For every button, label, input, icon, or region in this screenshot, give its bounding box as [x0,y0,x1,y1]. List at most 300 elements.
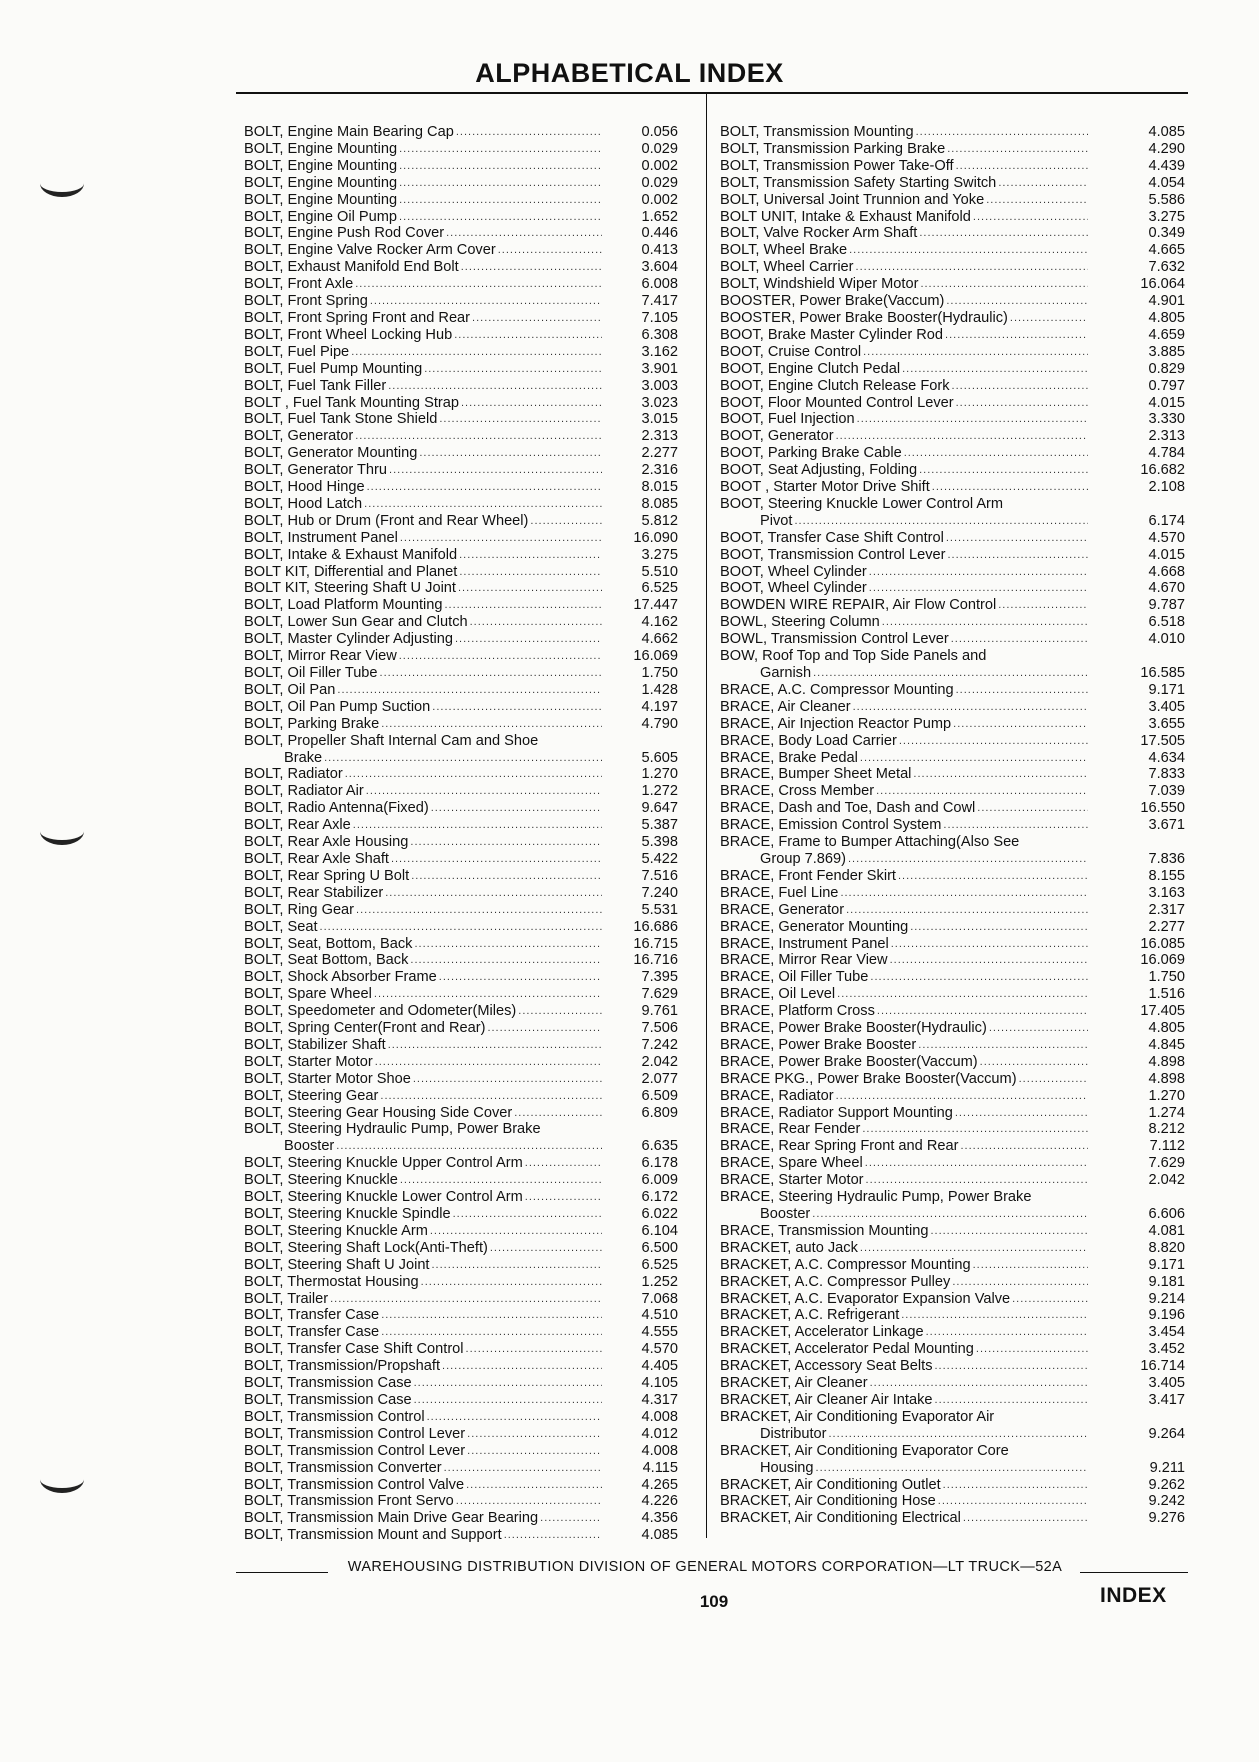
entry-text: BRACE, Power Brake Booster(Vaccum) [720,1053,978,1070]
entry-number: 4.317 [641,1391,678,1408]
entry-label [720,936,1088,953]
entry-label [720,428,1088,445]
dot-leader [439,411,602,428]
entry-text: BOLT, Seat, Bottom, Back [244,935,413,952]
index-entry [244,378,678,395]
entry-text: BRACKET, Air Conditioning Electrical [720,1510,961,1527]
entry-text: BOLT, Front Wheel Locking Hub [244,326,453,343]
entry-number: 3.162 [641,343,678,360]
entry-label [720,1358,1088,1375]
entry-label [720,259,1088,276]
entry-text: BRACE, Power Brake Booster [720,1036,917,1053]
dot-leader [399,158,602,175]
entry-text: BOLT, Transmission Control Valve [244,1476,465,1493]
index-entry [720,1138,1185,1155]
entry-label [244,834,602,851]
entry-label [244,361,602,378]
entry-label [720,750,1088,767]
entry-text: BOLT, Radio Antenna(Fixed) [244,800,429,817]
entry-number: 4.162 [641,614,678,631]
entry-number: 3.003 [641,377,678,394]
dot-leader [467,1426,602,1443]
entry-number: 8.085 [641,495,678,512]
entry-label [720,1426,1088,1443]
index-entry [720,411,1185,428]
entry-number: 2.277 [1148,918,1185,935]
entry-number: 0.029 [641,174,678,191]
entry-label [244,1460,602,1477]
index-entry [244,1409,678,1426]
entry-number: 7.395 [641,969,678,986]
entry-text: BOLT, Trailer [244,1290,329,1307]
dot-leader [980,1054,1088,1071]
entry-number: 16.686 [633,918,678,935]
index-entry [720,885,1185,902]
dot-leader [943,817,1088,834]
entry-number: 0.829 [1148,360,1185,377]
entry-label [720,682,1088,699]
index-entry [720,986,1185,1003]
entry-number: 2.316 [641,462,678,479]
entry-text: BRACE, Steering Hydraulic Pump, Power Brake [720,1189,1032,1206]
dot-leader [856,259,1088,276]
dot-leader [458,580,602,597]
entry-label [244,175,602,192]
dot-leader [813,665,1088,682]
index-entry [720,175,1185,192]
entry-label [720,1054,1088,1071]
entry-label [244,141,602,158]
dot-leader [935,1358,1089,1375]
dot-leader [431,800,602,817]
index-entry [244,1105,678,1122]
dot-leader [812,1206,1088,1223]
entry-text: BOLT, Thermostat Housing [244,1273,419,1290]
entry-text: BOOT, Transfer Case Shift Control [720,529,944,546]
index-entry [720,395,1185,412]
dot-leader [947,547,1088,564]
entry-label [244,1138,602,1155]
dot-leader [904,445,1088,462]
entry-number: 1.428 [641,681,678,698]
dot-leader [952,378,1088,395]
entry-text: BRACKET, Air Conditioning Evaporator Air [720,1408,995,1425]
dot-leader [518,1003,602,1020]
entry-text: BRACKET, A.C. Refrigerant [720,1307,900,1324]
dot-leader [836,1088,1088,1105]
entry-number: 1.272 [641,783,678,800]
dot-leader [400,1172,602,1189]
index-entry [244,800,678,817]
dot-leader [963,1510,1088,1527]
dot-leader [860,1240,1088,1257]
entry-text: BOLT, Fuel Pipe [244,343,350,360]
entry-label [244,513,602,530]
entry-number: 5.387 [641,817,678,834]
entry-label [244,733,602,750]
entry-text: BOLT, Transmission Case [244,1391,412,1408]
entry-label [720,580,1088,597]
entry-label [720,192,1088,209]
index-entry [244,1510,678,1527]
entry-text: BRACE, A.C. Compressor Mounting [720,681,954,698]
entry-text: BOOT, Steering Knuckle Lower Control Arm [720,495,1004,512]
entry-number: 4.901 [1148,293,1185,310]
entry-label [720,1189,1088,1206]
entry-number: 4.054 [1148,174,1185,191]
entry-label [720,648,1088,665]
index-entry [720,158,1185,175]
entry-text: BOOT, Wheel Cylinder [720,580,867,597]
entry-number: 9.276 [1148,1510,1185,1527]
index-entry [244,496,678,513]
entry-label [244,1189,602,1206]
entry-text: BRACE, Mirror Rear View [720,952,888,969]
entry-label [244,851,602,868]
index-entry [244,1054,678,1071]
index-entry [720,1477,1185,1494]
binder-hole-mark [40,818,84,845]
entry-label [244,817,602,834]
entry-text: BOLT, Engine Mounting [244,191,398,208]
entry-text: BOLT, Engine Mounting [244,157,398,174]
entry-number: 3.417 [1148,1391,1185,1408]
index-entry [244,614,678,631]
dot-leader [916,124,1088,141]
entry-text: BOOSTER, Power Brake(Vaccum) [720,293,945,310]
index-entry [720,699,1185,716]
entry-text: BRACE, Spare Wheel [720,1155,863,1172]
entry-number: 4.197 [641,698,678,715]
dot-leader [848,851,1088,868]
entry-number: 2.042 [1148,1172,1185,1189]
index-entry [244,1189,678,1206]
index-entry [720,428,1185,445]
entry-number: 16.550 [1140,800,1185,817]
entry-label [720,344,1088,361]
entry-number: 5.422 [641,850,678,867]
entry-number: 3.275 [641,546,678,563]
dot-leader [882,614,1088,631]
entry-number: 4.081 [1148,1222,1185,1239]
dot-leader [419,445,602,462]
index-entry [244,580,678,597]
entry-text: BOLT, Engine Push Rod Cover [244,225,445,242]
entry-number: 9.214 [1148,1290,1185,1307]
entry-number: 4.265 [641,1476,678,1493]
entry-number: 0.029 [641,140,678,157]
index-entry [244,209,678,226]
index-entry [244,1206,678,1223]
entry-text: BRACE, Generator Mounting [720,918,909,935]
entry-number: 2.077 [641,1070,678,1087]
index-entry [244,868,678,885]
index-entry [244,1307,678,1324]
entry-number: 16.585 [1140,665,1185,681]
dot-leader [960,1138,1088,1155]
dot-leader [388,378,602,395]
index-entry [720,1307,1185,1324]
index-entry [720,936,1185,953]
entry-label [720,1121,1088,1138]
dot-leader [400,530,602,547]
index-entry [720,361,1185,378]
index-entry [720,1493,1185,1510]
dot-leader [461,259,602,276]
entry-text: BRACKET, Air Conditioning Evaporator Core [720,1442,1009,1459]
index-entry [244,665,678,682]
entry-number: 5.812 [641,512,678,529]
entry-label [244,1291,602,1308]
entry-number: 0.002 [641,191,678,208]
entry-label [720,699,1088,716]
dot-leader [877,1003,1088,1020]
entry-number: 3.405 [1148,1375,1185,1392]
entry-number: 6.308 [641,326,678,343]
index-entry [244,293,678,310]
entry-text: BOLT, Master Cylinder Adjusting [244,631,453,648]
entry-number: 16.069 [1140,952,1185,969]
entry-label [244,631,602,648]
index-entry [720,1426,1185,1443]
entry-number: 4.659 [1148,326,1185,343]
dot-leader [380,665,602,682]
entry-label [720,1206,1088,1223]
dot-leader [330,1291,602,1308]
entry-number: 7.242 [641,1036,678,1053]
dot-leader [466,1341,602,1358]
entry-number: 6.022 [641,1206,678,1222]
entry-text: BOLT, Steering Shaft U Joint [244,1256,430,1273]
entry-text: BOLT, Mirror Rear View [244,648,397,665]
index-entry [720,1088,1185,1105]
entry-number: 0.413 [641,242,678,259]
entry-label [720,1257,1088,1274]
index-entry [720,1375,1185,1392]
entry-label [244,479,602,496]
entry-number: 16.715 [633,935,678,952]
entry-text: BOLT, Transmission Mount and Support [244,1527,502,1544]
entry-text: BOLT, Hood Latch [244,495,363,512]
index-entry [720,1206,1185,1223]
dot-leader [461,395,602,412]
entry-label [720,1375,1088,1392]
entry-text: BRACE, Brake Pedal [720,749,858,766]
entry-text: BOLT, Fuel Tank Stone Shield [244,411,438,428]
dot-leader [470,614,602,631]
index-entry [244,1443,678,1460]
dot-leader [388,1037,602,1054]
entry-label [720,969,1088,986]
entry-number: 8.155 [1148,867,1185,884]
entry-label [244,158,602,175]
entry-number: 4.898 [1148,1053,1185,1070]
entry-number: 17.447 [633,597,678,614]
entry-label [720,1443,1088,1460]
entry-label [720,1155,1088,1172]
entry-label [720,1088,1088,1105]
entry-text: BRACKET, Air Conditioning Outlet [720,1476,941,1493]
dot-leader [421,1274,602,1291]
entry-number: 4.008 [641,1442,678,1459]
entry-label [720,902,1088,919]
entry-text: BRACE, Generator [720,901,845,918]
entry-label [244,1375,602,1392]
entry-text: BOLT, Steering Knuckle Arm [244,1222,428,1239]
entry-number: 6.174 [1148,512,1185,529]
dot-leader [525,1155,602,1172]
index-entry [720,868,1185,885]
entry-label [244,665,602,682]
entry-number: 4.085 [1148,124,1185,140]
dot-leader [853,699,1088,716]
index-entry [244,1527,678,1544]
entry-label [244,986,602,1003]
entry-text: BRACKET, A.C. Compressor Pulley [720,1273,951,1290]
index-entry [244,1341,678,1358]
index-entry [720,800,1185,817]
entry-number: 9.264 [1148,1425,1185,1442]
dot-leader [1012,1291,1088,1308]
entry-text: BOLT, Windshield Wiper Motor [720,276,919,293]
dot-leader [1019,1071,1088,1088]
entry-label [244,868,602,885]
dot-leader [932,479,1088,496]
entry-number: 16.069 [633,648,678,665]
entry-label [244,1409,602,1426]
index-entry [720,1240,1185,1257]
entry-label [720,1477,1088,1494]
entry-number: 6.525 [641,1256,678,1273]
entry-text: BOLT, Transmission Front Servo [244,1493,454,1510]
index-entry [244,530,678,547]
dot-leader [336,1138,602,1155]
entry-text: BOWDEN WIRE REPAIR, Air Flow Control [720,597,997,614]
entry-label [720,378,1088,395]
entry-number: 7.629 [1148,1155,1185,1172]
entry-number: 16.716 [633,952,678,969]
entry-number: 7.068 [641,1290,678,1307]
index-entry [720,1105,1185,1122]
entry-label [720,665,1088,682]
dot-leader [919,462,1088,479]
entry-label [244,1324,602,1341]
entry-number: 4.805 [1148,309,1185,326]
entry-number: 4.634 [1148,749,1185,766]
entry-number: 5.605 [641,749,678,766]
entry-text: BRACE, Platform Cross [720,1003,875,1020]
index-entry [720,1341,1185,1358]
index-entry [720,242,1185,259]
dot-leader [943,1477,1088,1494]
entry-text: BOLT, Engine Main Bearing Cap [244,124,454,140]
entry-label [720,631,1088,648]
index-entry [720,580,1185,597]
index-entry [720,209,1185,226]
dot-leader [816,1460,1088,1477]
entry-text: Booster [760,1206,811,1222]
dot-leader [389,462,602,479]
entry-number: 2.277 [641,445,678,462]
entry-label [720,1510,1088,1527]
dot-leader [890,952,1088,969]
entry-text: BOLT, Generator Thru [244,462,388,479]
entry-text: BRACE, Starter Motor [720,1172,864,1189]
index-entry [244,1460,678,1477]
entry-label [720,310,1088,327]
entry-label [720,547,1088,564]
page-title: ALPHABETICAL INDEX [475,58,784,88]
index-entry [244,1223,678,1240]
entry-number: 6.009 [641,1172,678,1189]
entry-label [720,445,1088,462]
entry-number: 9.647 [641,800,678,817]
entry-label [244,1240,602,1257]
index-entry [720,327,1185,344]
entry-label [720,496,1088,513]
entry-number: 16.682 [1140,462,1185,479]
index-entry [720,682,1185,699]
index-entry [244,259,678,276]
entry-number: 4.405 [641,1358,678,1375]
index-entry [720,1054,1185,1071]
dot-leader [456,124,602,141]
entry-text: BOOSTER, Power Brake Booster(Hydraulic) [720,309,1008,326]
entry-number: 1.516 [1148,986,1185,1003]
entry-number: 4.226 [641,1493,678,1510]
entry-label [720,1324,1088,1341]
index-entry [244,1240,678,1257]
entry-number: 5.531 [641,901,678,918]
index-entry [720,733,1185,750]
index-entry [720,1223,1185,1240]
entry-text: BRACE, Air Injection Reactor Pump [720,715,952,732]
entry-label [244,766,602,783]
entry-text: BOLT, Radiator Air [244,783,364,800]
entry-label [720,851,1088,868]
entry-text: BOLT, Oil Filler Tube [244,665,378,681]
dot-leader [955,1105,1088,1122]
entry-number: 6.178 [641,1155,678,1172]
entry-text: BOLT, Shock Absorber Frame [244,969,437,986]
dot-leader [849,242,1088,259]
dot-leader [514,1105,602,1122]
entry-label [720,1392,1088,1409]
dot-leader [353,817,602,834]
dot-leader [919,225,1088,242]
entry-text: BOLT, Wheel Carrier [720,259,854,276]
entry-label [244,378,602,395]
index-entry [244,1392,678,1409]
entry-text: BRACKET, Air Cleaner [720,1375,868,1392]
index-entry [720,750,1185,767]
entry-number: 4.439 [1148,157,1185,174]
index-entry [244,750,678,767]
entry-label [720,276,1088,293]
index-entry [244,631,678,648]
index-entry [244,547,678,564]
dot-leader [385,885,602,902]
dot-leader [946,293,1088,310]
dot-leader [459,547,602,564]
index-column-left [244,124,678,1544]
index-entry [244,851,678,868]
dot-leader [410,952,602,969]
entry-number: 4.790 [641,715,678,732]
entry-text: BRACKET, Accessory Seat Belts [720,1358,933,1375]
entry-number: 9.171 [1148,681,1185,698]
index-entry [244,919,678,936]
